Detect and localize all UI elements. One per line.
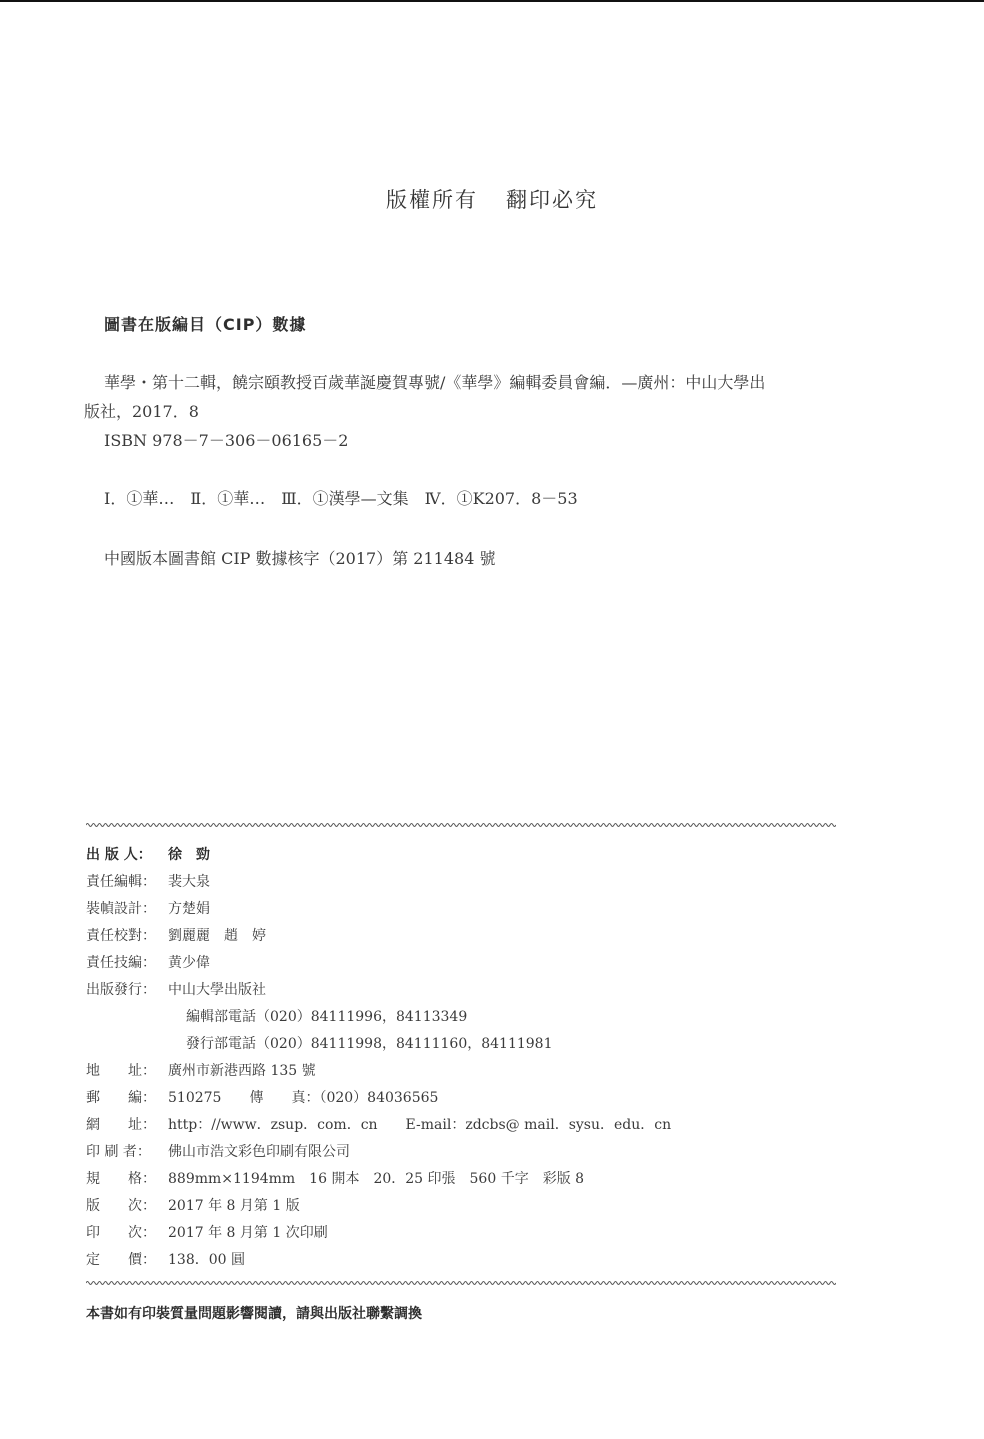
tech-label: 責任技編：	[86, 955, 156, 971]
proof-value: 劉麗麗 趙 婷	[168, 928, 266, 944]
colophon-row-tech	[86, 950, 846, 977]
printer-value: 佛山市浩文彩色印刷有限公司	[168, 1144, 350, 1160]
printing-label: 印 次：	[86, 1225, 156, 1241]
colophon-row-distributor	[86, 977, 846, 1004]
web-label: 網 址：	[86, 1117, 156, 1133]
postcode-value: 510275 傳 真：（020）84036565	[168, 1090, 439, 1106]
top-border-rule	[0, 0, 984, 2]
publisher-value: 徐 勁	[168, 847, 210, 863]
colophon-row-printing	[86, 1220, 846, 1247]
colophon-row-edit-phone	[86, 1004, 846, 1031]
isbn: ISBN 978－7－306－06165－2	[104, 431, 349, 450]
design-value: 方楚娟	[168, 901, 210, 917]
spec-label: 規 格：	[86, 1171, 156, 1187]
tech-value: 黄少偉	[168, 955, 210, 971]
colophon-row-editor	[86, 869, 846, 896]
editor-label: 責任編輯：	[86, 874, 156, 890]
price-value: 138．00 圓	[168, 1252, 245, 1268]
colophon-row-web	[86, 1112, 846, 1139]
colophon-row-price	[86, 1247, 846, 1274]
colophon-row-address	[86, 1058, 846, 1085]
colophon-row-spec	[86, 1166, 846, 1193]
colophon-row-proof	[86, 923, 846, 950]
colophon-row-dist-phone	[86, 1031, 846, 1058]
edit-phone: 編輯部電話（020）84111996，84113349	[186, 1009, 468, 1025]
postcode-label: 郵 編：	[86, 1090, 156, 1106]
address-label: 地 址：	[86, 1063, 156, 1079]
web-value: http：//www．zsup．com．cn E-mail：zdcbs@ mail．sysu．edu．cn	[168, 1117, 672, 1133]
editor-value: 裴大泉	[168, 874, 210, 890]
publisher-label: 出 版 人：	[86, 847, 152, 863]
printer-label: 印 刷 者：	[86, 1144, 151, 1160]
colophon	[86, 842, 846, 1274]
design-label: 裝幀設計：	[86, 901, 156, 917]
colophon-row-printer	[86, 1139, 846, 1166]
wavy-rule-bottom	[86, 1278, 836, 1288]
address-value: 廣州市新港西路 135 號	[168, 1063, 316, 1079]
distributor-value: 中山大學出版社	[168, 982, 266, 998]
cip-title-line: 華學・第十二輯，饒宗頤教授百歲華誕慶賀專號/《華學》編輯委員會編．—廣州：中山大學出	[104, 373, 766, 392]
price-label: 定 價：	[86, 1252, 156, 1268]
wavy-rule-top	[86, 820, 836, 830]
colophon-row-postcode	[86, 1085, 846, 1112]
spec-value: 889mm×1194mm 16 開本 20．25 印張 560 千字 彩版 8	[168, 1171, 585, 1187]
proof-label: 責任校對：	[86, 928, 156, 944]
colophon-row-design	[86, 896, 846, 923]
cip-classification: Ⅰ．①華… Ⅱ．①華… Ⅲ．①漢學—文集 Ⅳ．①K207．8－53	[104, 489, 578, 508]
copyright-left: 版權所有	[386, 188, 478, 212]
printing-value: 2017 年 8 月第 1 次印刷	[168, 1225, 328, 1241]
copyright-notice	[0, 184, 984, 214]
edition-label: 版 次：	[86, 1198, 156, 1214]
cip-title-continuation: 版社，2017．8	[84, 402, 199, 421]
dist-phone: 發行部電話（020）84111998，84111160，84111981	[186, 1036, 553, 1052]
quality-notice: 本書如有印裝質量問題影響閱讀，請與出版社聯繫調換	[86, 1306, 422, 1322]
distributor-label: 出版發行：	[86, 982, 156, 998]
copyright-right: 翻印必究	[506, 188, 598, 212]
cip-record	[84, 368, 894, 455]
cip-check-number: 中國版本圖書館 CIP 數據核字（2017）第 211484 號	[104, 549, 496, 568]
colophon-row-edition	[86, 1193, 846, 1220]
edition-value: 2017 年 8 月第 1 版	[168, 1198, 300, 1214]
colophon-row-publisher	[86, 842, 846, 869]
cip-heading: 圖書在版編目（CIP）數據	[104, 315, 307, 334]
